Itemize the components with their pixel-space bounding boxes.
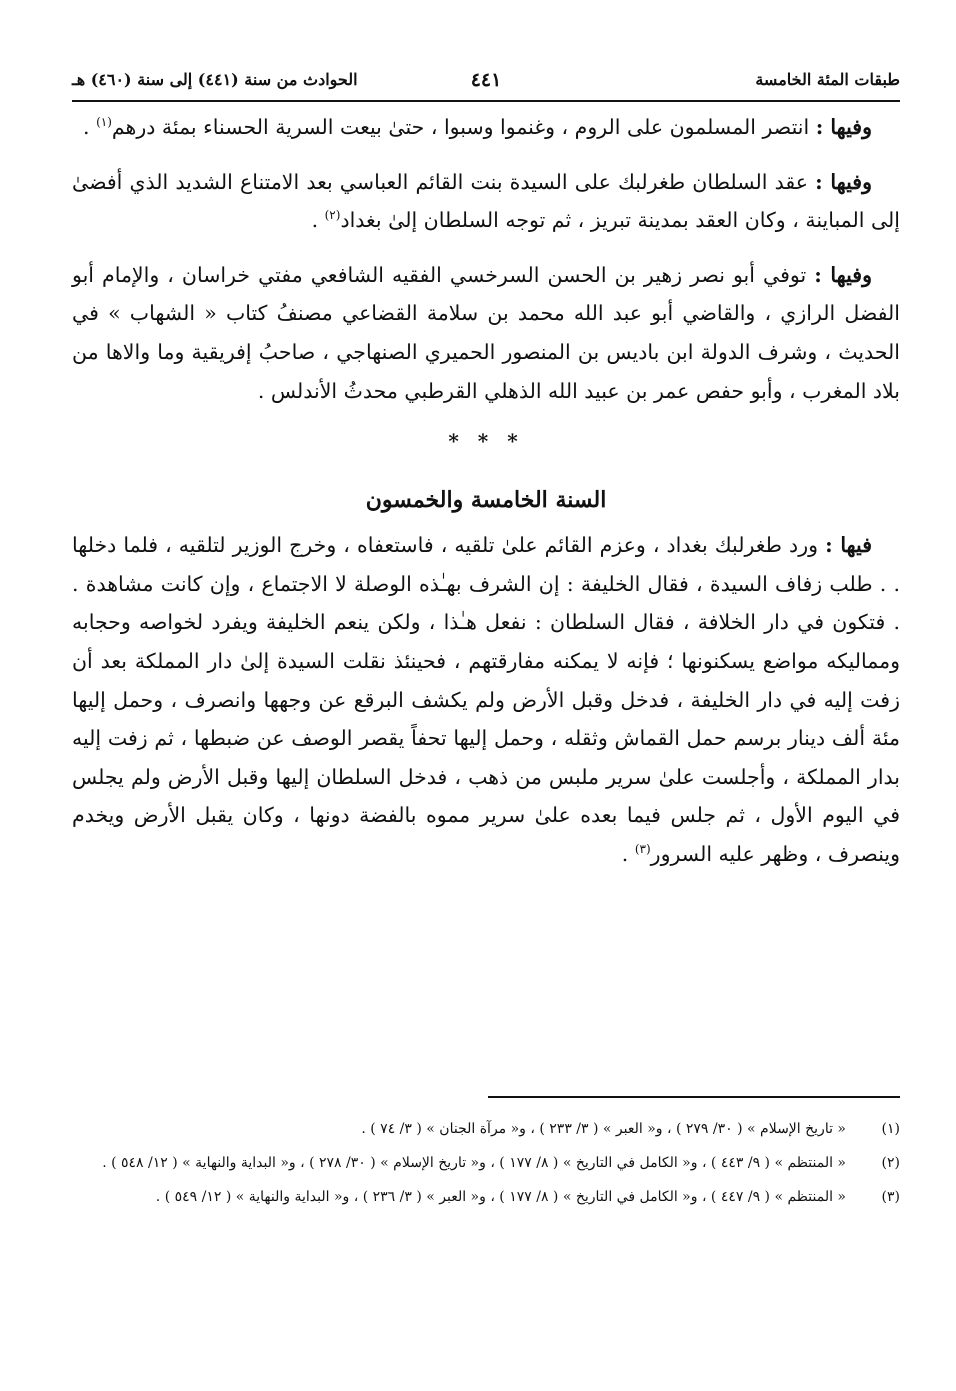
footnote-item [72, 1114, 900, 1144]
footnote-marker: (٢) [324, 208, 341, 223]
footnotes [72, 1114, 900, 1216]
footnote-text: « المنتظم » ( ٩/ ٤٤٧ ) ، و« الكامل في التاريخ » ( ٨/ ١٧٧ ) ، و« العبر » ( ٣/ ٢٣٦ ) ، و« البداية والنهاية » ( ١٢/ ٥٤٩ ) . [155, 1189, 846, 1205]
footnote-marker: (١) [96, 115, 112, 130]
footnote-number: (١) [881, 1121, 900, 1137]
entry-text: عقد السلطان طغرلبك على السيدة بنت القائم العباسي بعد الامتناع الشديد الذي أفضىٰ إلى المباينة ، وكان العقد بمدينة تبريز ، ثم توجه السلطان إلىٰ بغداد [72, 169, 900, 233]
section-tail: . [621, 841, 635, 866]
entry-text: توفي أبو نصر زهير بن الحسن السرخسي الفقيه الشافعي مفتي خراسان ، والإمام أبو الفضل الرازي ، والقاضي أبو عبد الله محمد بن سلامة القضاعي مصنفُ كتاب « الشهاب » في الحديث ، وشرف الدولة ابن باديس بن المنصور الحميري الصنهاجي ، صاحبُ إفريقية وما والاها من بلاد المغرب ، وأبو حفص عمر بن عبيد الله الذهلي القرطبي محدثُ الأندلس . [72, 262, 900, 403]
footnote-item [72, 1148, 900, 1178]
events-range: الحوادث من سنة (٤٤١) إلى سنة (٤٦٠) هـ [72, 70, 358, 89]
footnote-marker: (٣) [634, 842, 651, 857]
entry-lead: وفيها : [814, 262, 872, 287]
footnote-number: (٣) [881, 1189, 900, 1205]
section-separator: * * * [448, 429, 524, 454]
entry-text: انتصر المسلمون على الروم ، وغنموا وسبوا ، حتىٰ بيعت السرية الحسناء بمئة درهم [111, 115, 816, 139]
entry-paragraph [72, 256, 900, 410]
section-lead: فيها : [825, 533, 872, 558]
entry-tail: . [83, 115, 97, 139]
book-title: طبقات المئة الخامسة [755, 70, 900, 89]
page-number: ٤٤١ [470, 69, 502, 91]
running-header [72, 62, 900, 98]
main-text [72, 108, 900, 874]
footnote-text: « تاريخ الإسلام » ( ٣٠/ ٢٧٩ ) ، و« العبر » ( ٣/ ٢٣٣ ) ، و« مرآة الجنان » ( ٣/ ٧٤ ) . [361, 1121, 846, 1137]
header-rule [72, 100, 900, 102]
entry-tail: . [311, 208, 325, 233]
footnote-item [72, 1182, 900, 1212]
entry-lead: وفيها : [815, 115, 872, 139]
entry-paragraph [72, 163, 900, 240]
section-text: ورد طغرلبك بغداد ، وعزم القائم علىٰ تلقيه ، فاستعفاه ، وخرج الوزير لتلقيه ، فلما دخلها . . طلب زفاف السيدة ، فقال الخليفة : إن الشرف بهـٰذه الوصلة لا الاجتماع ، وإن كانت مشاهدة . . فتكون في دار الخلافة ، فقال السلطان : نفعل هـٰذا ، ولكن ينعم الخليفة ويفرد لخواصه وحجابه ومماليكه مواضع يسكنونها ؛ فإنه لا يمكنه مفارقتهم ، فحينئذ نقلت السيدة إلىٰ دار المملكة بعد أن زفت إليه في دار الخليفة ، فدخل وقبل الأرض ولم يكشف البرقع عن وجهها وانصرف ، وحمل إليها مئة ألف دينار برسم حمل القماش وثقله ، وحمل إليها تحفاً يقصر الوصف عن ضبطها ، ثم زفت إليه بدار المملكة ، وأجلست علىٰ سرير ملبس من ذهب ، فدخل السلطان إليها وقبل الأرض ولم يجلس في اليوم الأول ، ثم جلس فيما بعده علىٰ سرير مموه بالفضة دونها ، وكان يقبل الأرض ويخدم وينصرف ، وظهر عليه السرور [72, 533, 900, 866]
footnote-rule [488, 1096, 900, 1098]
footnote-number: (٢) [881, 1155, 900, 1171]
entry-lead: وفيها : [815, 169, 872, 194]
entry-paragraph [72, 108, 900, 147]
section-paragraph [72, 526, 900, 873]
section-title: السنة الخامسة والخمسون [365, 487, 607, 514]
book-page [72, 62, 900, 1362]
footnote-text: « المنتظم » ( ٩/ ٤٤٣ ) ، و« الكامل في التاريخ » ( ٨/ ١٧٧ ) ، و« تاريخ الإسلام » ( ٣٠/ ٢٧٨ ) ، و« البداية والنهاية » ( ١٢/ ٥٤٨ ) . [102, 1155, 846, 1171]
